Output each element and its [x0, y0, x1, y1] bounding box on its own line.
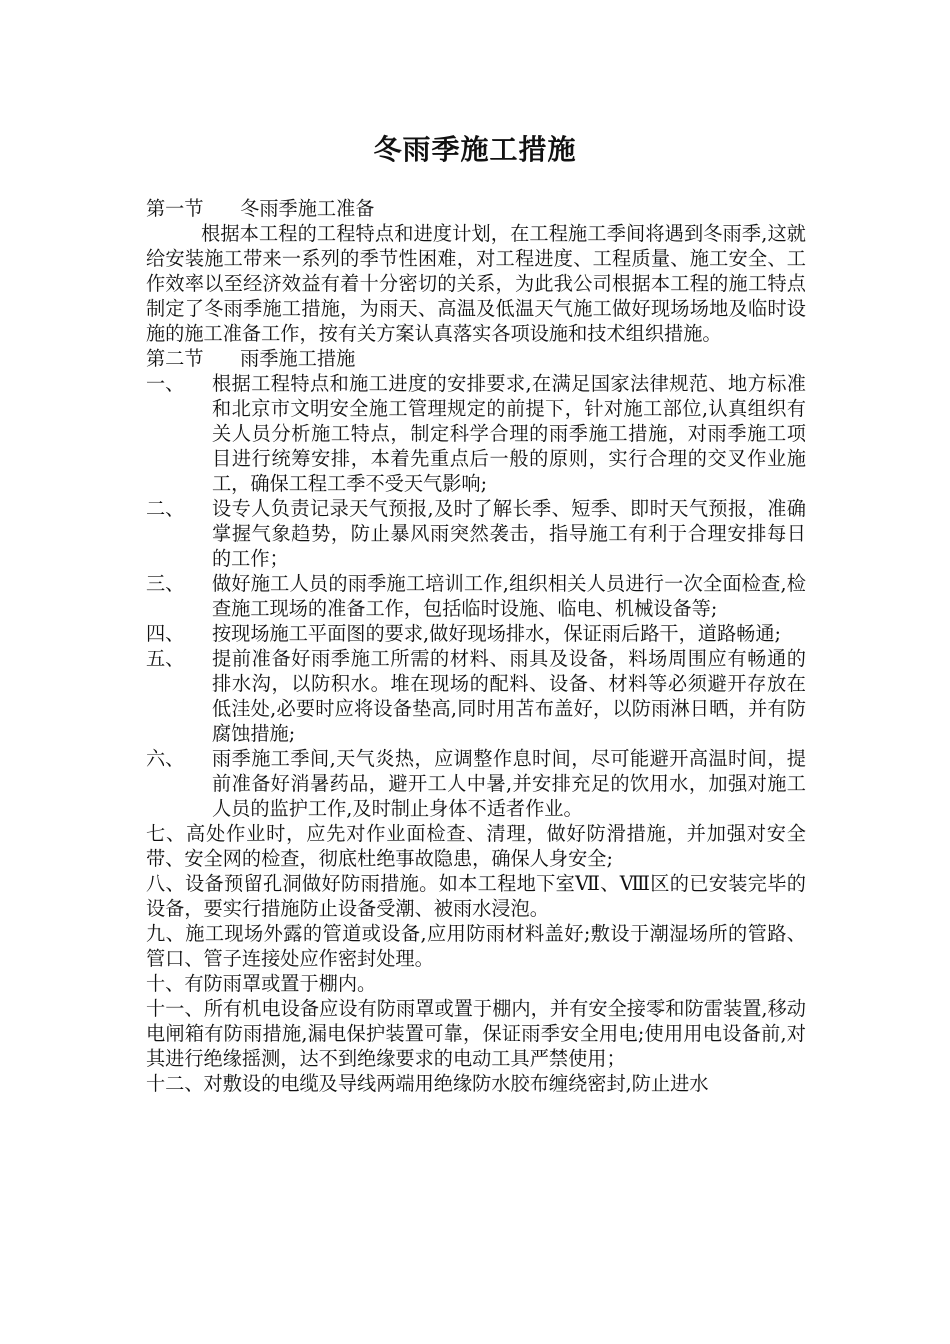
section-2-heading: [146, 346, 806, 371]
document-body: [146, 196, 806, 1096]
plain-item-10: 十、有防雨罩或置于棚内。: [146, 972, 377, 995]
list-item-text: 设专人负责记录天气预报,及时了解长季、短季、即时天气预报，准确掌握气象趋势，防止暴风雨突然袭击，指导施工有利于合理安排每日的工作；: [212, 497, 806, 570]
list-item-number: 四、: [146, 622, 185, 645]
list-item-number: 六、: [146, 747, 185, 770]
section-2-number: 第二节: [146, 347, 204, 370]
plain-item-11: 十一、所有机电设备应设有防雨罩或置于棚内，并有安全接零和防雷装置,移动电闸箱有防雨措施,漏电保护装置可靠，保证雨季安全用电;使用用电设备前,对其进行绝缘摇测，达不到绝缘要求的电动工具严禁使用；: [146, 997, 806, 1070]
list-item-text: 雨季施工季间,天气炎热，应调整作息时间，尽可能避开高温时间，提前准备好消暑药品，避开工人中暑,并安排充足的饮用水，加强对施工人员的监护工作,及时制止身体不适者作业。: [212, 747, 806, 820]
list-item-text: 做好施工人员的雨季施工培训工作,组织相关人员进行一次全面检查,检查施工现场的准备工作，包括临时设施、临电、机械设备等;: [212, 572, 806, 620]
plain-item-7: 七、高处作业时，应先对作业面检查、清理，做好防滑措施，并加强对安全带、安全网的检查，彻底杜绝事故隐患，确保人身安全;: [146, 822, 806, 870]
section-1-heading: [146, 196, 806, 221]
list-item-6: [146, 746, 806, 821]
plain-item-12: 十二、对敷设的电缆及导线两端用绝缘防水胶布缠绕密封,防止进水: [146, 1072, 709, 1095]
list-item-number: 五、: [146, 647, 185, 670]
section-2-title: 雨季施工措施: [240, 347, 356, 370]
list-item-3: [146, 571, 806, 621]
plain-item-9: 九、施工现场外露的管道或设备,应用防雨材料盖好;敷设于潮湿场所的管路、管口、管子连接处应作密封处理。: [146, 922, 806, 970]
list-item-1: [146, 371, 806, 496]
list-item-text: 根据工程特点和施工进度的安排要求,在满足国家法律规范、地方标准和北京市文明安全施工管理规定的前提下，针对施工部位,认真组织有关人员分析施工特点，制定科学合理的雨季施工措施，对雨季施工项目进行统筹安排，本着先重点后一般的原则，实行合理的交叉作业施工，确保工程工季不受天气影响;: [212, 372, 806, 495]
list-item-text: 提前准备好雨季施工所需的材料、雨具及设备，料场周围应有畅通的排水沟，以防积水。堆在现场的配料、设备、材料等必须避开存放在低洼处,必要时应将设备垫高,同时用苫布盖好，以防雨淋日晒，并有防腐蚀措施;: [212, 647, 806, 745]
list-item-4: [146, 621, 806, 646]
section-1-number: 第一节: [146, 197, 204, 220]
document-title: 冬雨季施工措施: [373, 133, 577, 166]
section-1-title: 冬雨季施工准备: [240, 197, 375, 220]
list-item-number: 三、: [146, 572, 185, 595]
list-item-5: [146, 646, 806, 746]
list-item-text: 按现场施工平面图的要求,做好现场排水，保证雨后路干，道路畅通;: [212, 622, 781, 645]
list-item-2: [146, 496, 806, 571]
list-item-number: 二、: [146, 497, 185, 520]
list-item-number: 一、: [146, 372, 185, 395]
plain-item-8: 八、设备预留孔洞做好防雨措施。如本工程地下室Ⅶ、Ⅷ区的已安装完毕的设备，要实行措施防止设备受潮、被雨水浸泡。: [146, 872, 806, 920]
section-1-paragraph: 根据本工程的工程特点和进度计划，在工程施工季间将遇到冬雨季,这就给安装施工带来一系列的季节性困难，对工程进度、工程质量、施工安全、工作效率以至经济效益有着十分密切的关系，为此我公司根据本工程的施工特点制定了冬雨季施工措施，为雨天、高温及低温天气施工做好现场场地及临时设施的施工准备工作，按有关方案认真落实各项设施和技术组织措施。: [146, 222, 806, 345]
